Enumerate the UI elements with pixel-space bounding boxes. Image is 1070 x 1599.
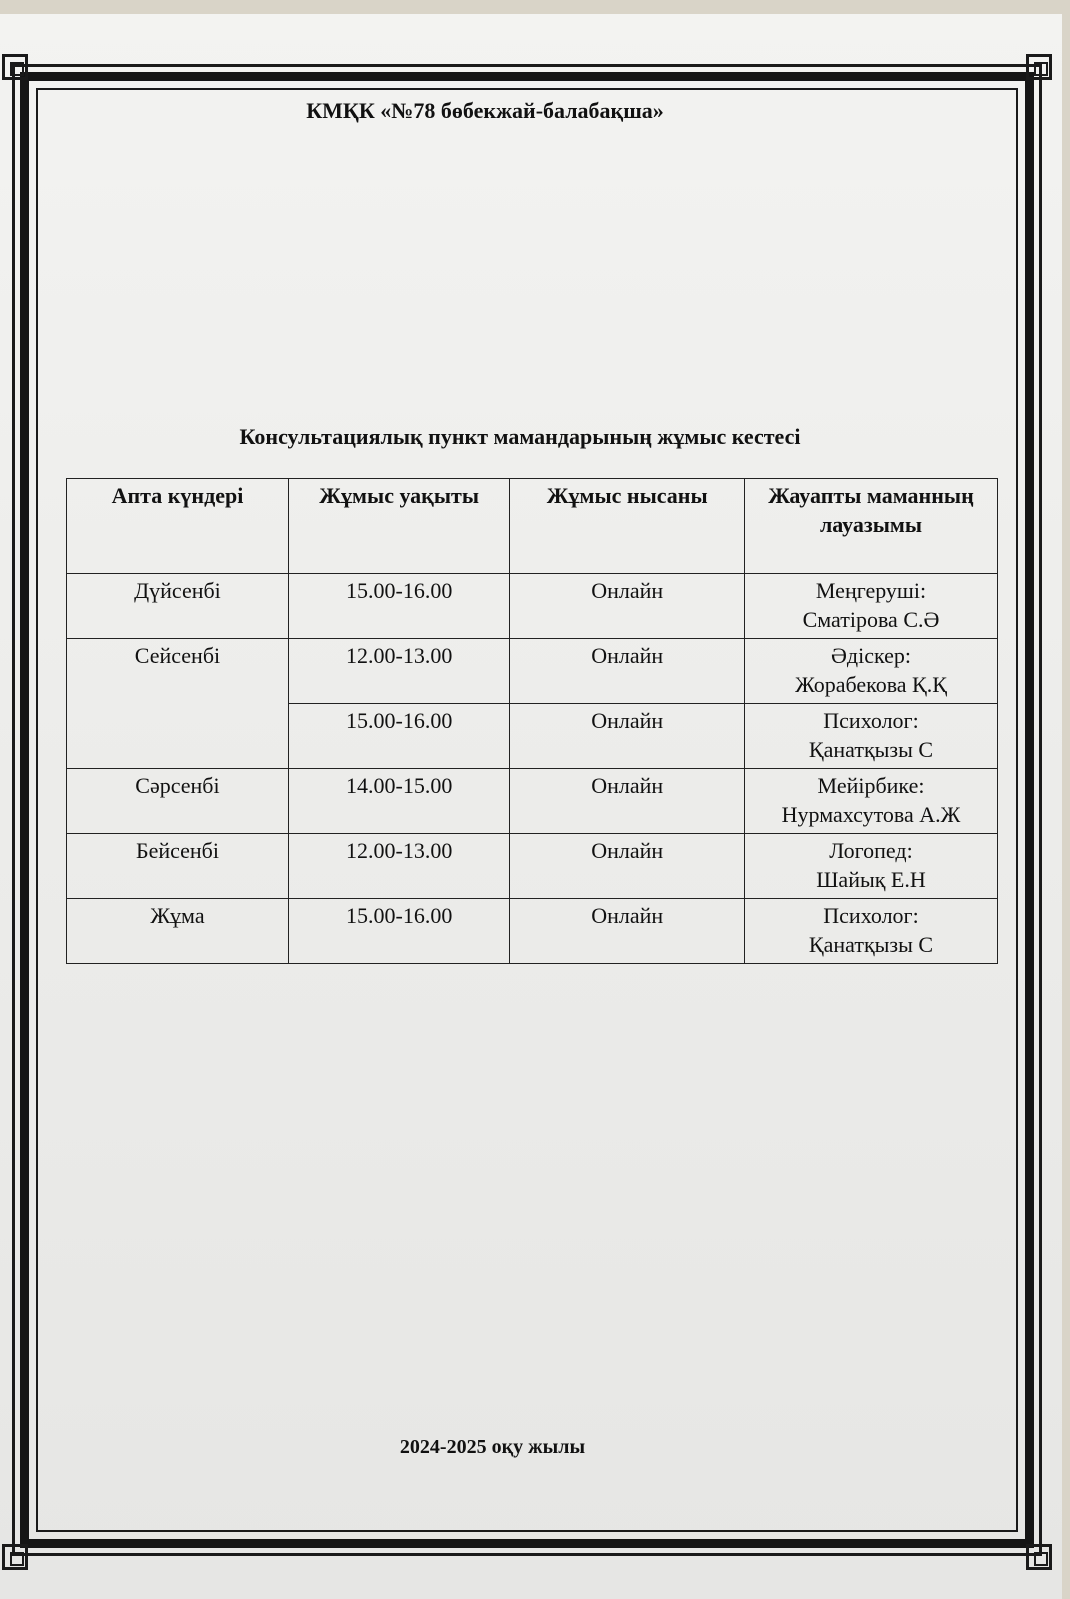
academic-year: 2024-2025 оқу жылы bbox=[399, 1436, 586, 1458]
responsible-person: Шайық Е.Н bbox=[816, 867, 926, 892]
cell-time: 15.00-16.00 bbox=[288, 704, 509, 769]
corner-ornament-bottom-right bbox=[1026, 1544, 1052, 1570]
responsible-role: Меңгеруші: bbox=[815, 578, 927, 603]
responsible-person: Қанатқызы С bbox=[808, 737, 934, 762]
table-row bbox=[67, 639, 998, 704]
responsible-person: Жорабекова Қ.Қ bbox=[795, 672, 947, 697]
table-row bbox=[67, 769, 998, 834]
cell-time: 12.00-13.00 bbox=[288, 834, 509, 899]
cell-responsible bbox=[745, 704, 998, 769]
cell-responsible bbox=[745, 834, 998, 899]
cell-day: Бейсенбі bbox=[67, 834, 289, 899]
header-weekdays: Апта күндері bbox=[67, 479, 289, 574]
responsible-role: Логопед: bbox=[829, 838, 913, 863]
cell-form: Онлайн bbox=[510, 834, 745, 899]
table-row bbox=[67, 574, 998, 639]
cell-form: Онлайн bbox=[510, 574, 745, 639]
cell-responsible bbox=[745, 574, 998, 639]
cell-form: Онлайн bbox=[510, 899, 745, 964]
header-responsible: Жауапты маманның лауазымы bbox=[745, 479, 998, 574]
cell-form: Онлайн bbox=[510, 704, 745, 769]
responsible-role: Әдіскер: bbox=[831, 643, 911, 668]
responsible-role: Психолог: bbox=[823, 903, 919, 928]
header-work-form: Жұмыс нысаны bbox=[510, 479, 745, 574]
table-row bbox=[67, 899, 998, 964]
responsible-person: Қанатқызы С bbox=[808, 932, 934, 957]
cell-form: Онлайн bbox=[510, 769, 745, 834]
cell-day: Жұма bbox=[67, 899, 289, 964]
cell-time: 14.00-15.00 bbox=[288, 769, 509, 834]
table-header-row bbox=[67, 479, 998, 574]
table-row bbox=[67, 834, 998, 899]
cell-form: Онлайн bbox=[510, 639, 745, 704]
cell-time: 15.00-16.00 bbox=[288, 574, 509, 639]
schedule-table bbox=[66, 478, 998, 964]
cell-day: Сейсенбі bbox=[67, 639, 289, 769]
organization-title: КМҚК «№78 бөбекжай-балабақша» bbox=[306, 98, 664, 123]
schedule-title: Консультациялық пункт мамандарының жұмыс кестесі bbox=[239, 424, 801, 449]
responsible-role: Психолог: bbox=[823, 708, 919, 733]
cell-responsible bbox=[745, 639, 998, 704]
corner-ornament-top-right bbox=[1026, 54, 1052, 80]
responsible-role: Мейірбике: bbox=[817, 773, 925, 798]
cell-day: Дүйсенбі bbox=[67, 574, 289, 639]
cell-day: Сәрсенбі bbox=[67, 769, 289, 834]
cell-responsible bbox=[745, 769, 998, 834]
corner-ornament-top-left bbox=[2, 54, 28, 80]
responsible-person: Нурмахсутова А.Ж bbox=[781, 802, 961, 827]
responsible-person: Сматірова С.Ә bbox=[802, 607, 940, 632]
cell-time: 15.00-16.00 bbox=[288, 899, 509, 964]
cell-responsible bbox=[745, 899, 998, 964]
header-work-time: Жұмыс уақыты bbox=[288, 479, 509, 574]
cell-time: 12.00-13.00 bbox=[288, 639, 509, 704]
corner-ornament-bottom-left bbox=[2, 1544, 28, 1570]
